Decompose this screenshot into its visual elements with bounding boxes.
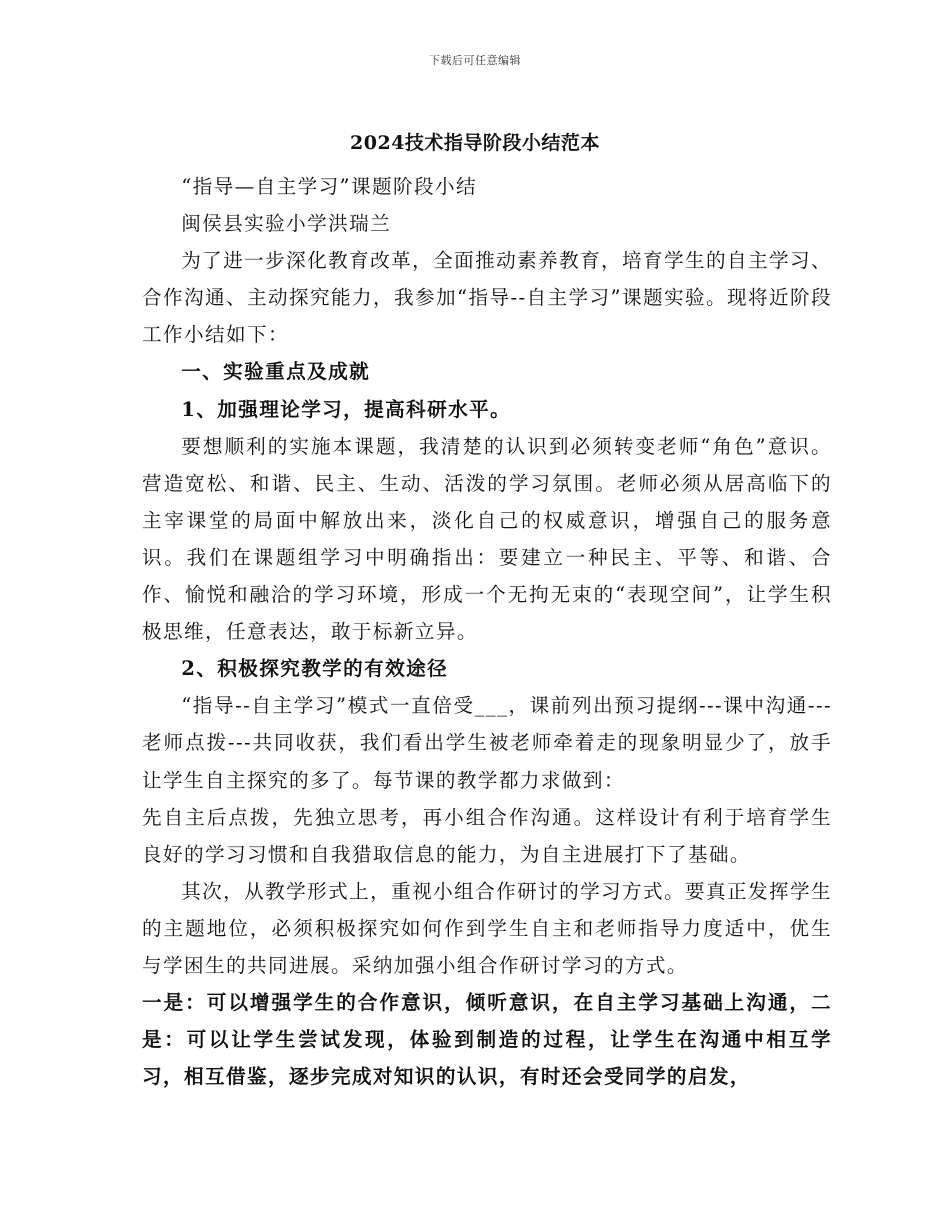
subsection-1-paragraph: 要想顺利的实施本课题，我清楚的认识到必须转变老师“角色”意识。营造宽松、和谐、民主、生动、活泼的学习氛围。老师必须从居高临下的主宰课堂的局面中解放出来，淡化自己的权威意识，增强自己的服务意识。我们在课题组学习中明确指出：要建立一种民主、平等、和谐、合作、愉悦和融洽的学习环境，形成一个无拘无束的“表现空间”，让学生积极思维，任意表达，敢于标新立异。	[142, 434, 832, 644]
intro-paragraph: 为了进一步深化教育改革，全面推动素养教育，培育学生的自主学习、合作沟通、主动探究能力，我参加“指导--自主学习”课题实验。现将近阶段工作小结如下：	[142, 249, 832, 347]
document-author: 闽侯县实验小学洪瑞兰	[181, 212, 392, 236]
document-subtitle: “指导—自主学习”课题阶段小结	[181, 175, 477, 198]
page-header-note: 下载后可任意编辑	[429, 54, 521, 67]
document-body	[142, 168, 832, 1095]
subsection-2-bold-paragraph: 一是：可以增强学生的合作意识，倾听意识，在自主学习基础上沟通，二是：可以让学生尝试发现，体验到制造的过程，让学生在沟通中相互学习，相互借鉴，逐步完成对知识的认识，有时还会受同学的启发，	[142, 991, 832, 1089]
subsection-2-paragraph-3: 其次，从教学形式上，重视小组合作研讨的学习方式。要真正发挥学生的主题地位，必须积极探究如何作到学生自主和老师指导力度适中，优生与学困生的共同进展。采纳加强小组合作研讨学习的方式。	[142, 879, 832, 977]
subsection-2-paragraph-2: 先自主后点拨，先独立思考，再小组合作沟通。这样设计有利于培育学生良好的学习习惯和自我猎取信息的能力，为自主进展打下了基础。	[142, 805, 832, 866]
document-title: 2024技术指导阶段小结范本	[350, 132, 600, 154]
subsection-1-heading: 1、加强理论学习，提高科研水平。	[181, 397, 512, 421]
subsection-2-paragraph-1: “指导--自主学习”模式一直倍受___，课前列出预习提纲---课中沟通---老师点拨---共同收获，我们看出学生被老师牵着走的现象明显少了，放手让学生自主探究的多了。每节课的教学都力求做到：	[142, 694, 832, 792]
subsection-2-heading: 2、积极探究教学的有效途径	[181, 657, 449, 681]
section-1-heading: 一、实验重点及成就	[181, 360, 371, 384]
